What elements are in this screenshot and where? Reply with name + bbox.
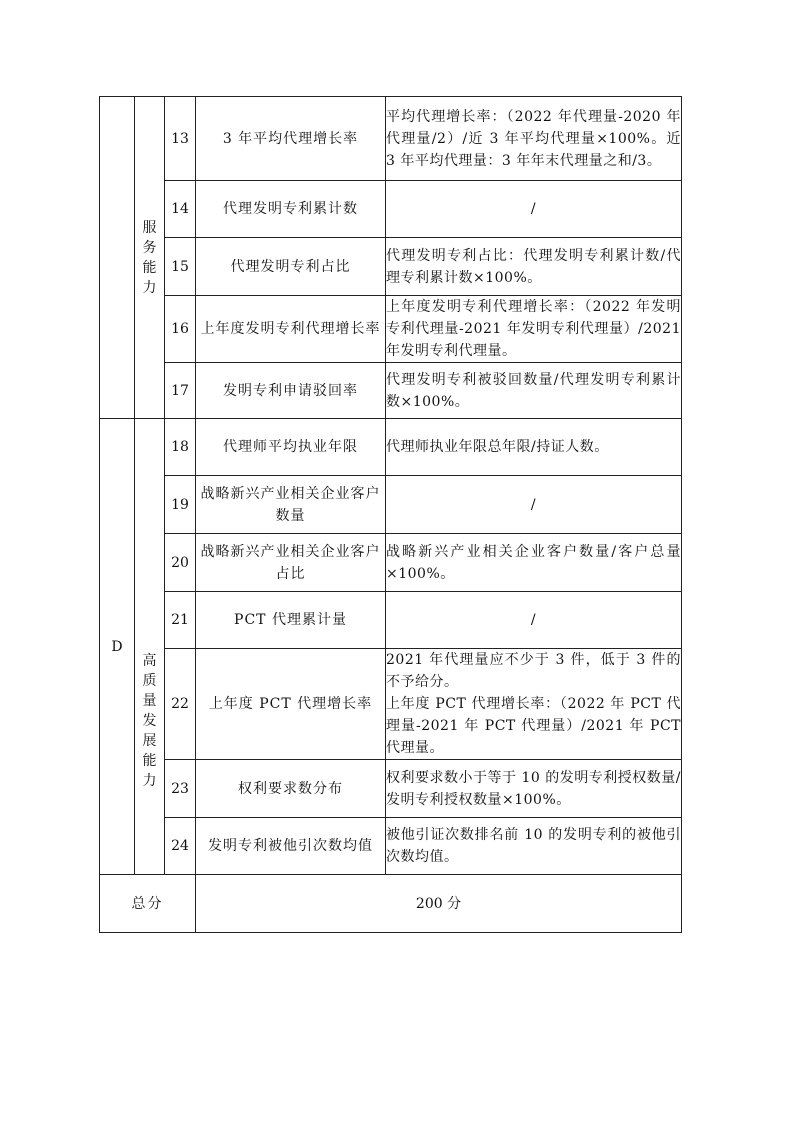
indicator-description: 代理发明专利占比：代理发明专利累计数/代理专利累计数×100%。 bbox=[386, 238, 682, 296]
row-number: 16 bbox=[165, 296, 196, 363]
indicator-description: / bbox=[386, 181, 682, 238]
table-row bbox=[100, 649, 682, 760]
category-cell-empty bbox=[100, 97, 135, 419]
table-row bbox=[100, 97, 682, 181]
table-row bbox=[100, 296, 682, 363]
total-value: 200 分 bbox=[196, 875, 682, 933]
indicator-description: 代理师执业年限总年限/持证人数。 bbox=[386, 419, 682, 476]
indicator-name: 上年度发明专利代理增长率 bbox=[196, 296, 386, 363]
row-number: 17 bbox=[165, 363, 196, 419]
indicator-name: PCT 代理累计量 bbox=[196, 592, 386, 649]
indicator-name: 发明专利被他引次数均值 bbox=[196, 818, 386, 875]
row-number: 13 bbox=[165, 97, 196, 181]
indicator-name: 代理发明专利占比 bbox=[196, 238, 386, 296]
indicator-name: 代理发明专利累计数 bbox=[196, 181, 386, 238]
indicator-description: 平均代理增长率：（2022 年代理量-2020 年代理量/2）/近 3 年平均代理量×100%。近 3 年平均代理量：3 年年末代理量之和/3。 bbox=[386, 97, 682, 181]
indicator-description: 被他引证次数排名前 10 的发明专利的被他引次数均值。 bbox=[386, 818, 682, 875]
indicator-name: 代理师平均执业年限 bbox=[196, 419, 386, 476]
table-row bbox=[100, 363, 682, 419]
indicator-description: / bbox=[386, 592, 682, 649]
group-service-cell bbox=[135, 97, 165, 419]
row-number: 24 bbox=[165, 818, 196, 875]
indicator-description bbox=[386, 649, 682, 760]
row-number: 14 bbox=[165, 181, 196, 238]
group-service-label: 服务能力 bbox=[142, 219, 157, 296]
indicator-description-line2: 上年度 PCT 代理增长率：（2022 年 PCT 代理量-2021 年 PCT 代理量）/2021 年 PCT 代理量。 bbox=[386, 696, 681, 756]
group-quality-cell bbox=[135, 419, 165, 875]
row-number: 23 bbox=[165, 760, 196, 818]
total-row bbox=[100, 875, 682, 933]
scoring-table bbox=[99, 96, 682, 933]
row-number: 22 bbox=[165, 649, 196, 760]
table-row bbox=[100, 476, 682, 534]
group-quality-label: 高质量发展能力 bbox=[142, 652, 157, 789]
total-label: 总分 bbox=[100, 875, 196, 933]
indicator-description: 权利要求数小于等于 10 的发明专利授权数量/发明专利授权数量×100%。 bbox=[386, 760, 682, 818]
table-row bbox=[100, 592, 682, 649]
row-number: 19 bbox=[165, 476, 196, 534]
table-row bbox=[100, 419, 682, 476]
row-number: 20 bbox=[165, 534, 196, 592]
indicator-name: 战略新兴产业相关企业客户占比 bbox=[196, 534, 386, 592]
table-row bbox=[100, 818, 682, 875]
indicator-name: 3 年平均代理增长率 bbox=[196, 97, 386, 181]
indicator-name: 上年度 PCT 代理增长率 bbox=[196, 649, 386, 760]
row-number: 15 bbox=[165, 238, 196, 296]
row-number: 21 bbox=[165, 592, 196, 649]
indicator-name: 战略新兴产业相关企业客户数量 bbox=[196, 476, 386, 534]
indicator-name: 权利要求数分布 bbox=[196, 760, 386, 818]
table-row bbox=[100, 760, 682, 818]
indicator-description: 上年度发明专利代理增长率：（2022 年发明专利代理量-2021 年发明专利代理量）/2021 年发明专利代理量。 bbox=[386, 296, 682, 363]
table-row bbox=[100, 238, 682, 296]
category-d-cell: D bbox=[100, 419, 135, 875]
table-row bbox=[100, 181, 682, 238]
indicator-description: 战略新兴产业相关企业客户数量/客户总量×100%。 bbox=[386, 534, 682, 592]
row-number: 18 bbox=[165, 419, 196, 476]
indicator-name: 发明专利申请驳回率 bbox=[196, 363, 386, 419]
indicator-description: 代理发明专利被驳回数量/代理发明专利累计数×100%。 bbox=[386, 363, 682, 419]
indicator-description-line1: 2021 年代理量应不少于 3 件，低于 3 件的不予给分。 bbox=[386, 652, 681, 690]
table-row bbox=[100, 534, 682, 592]
indicator-description: / bbox=[386, 476, 682, 534]
